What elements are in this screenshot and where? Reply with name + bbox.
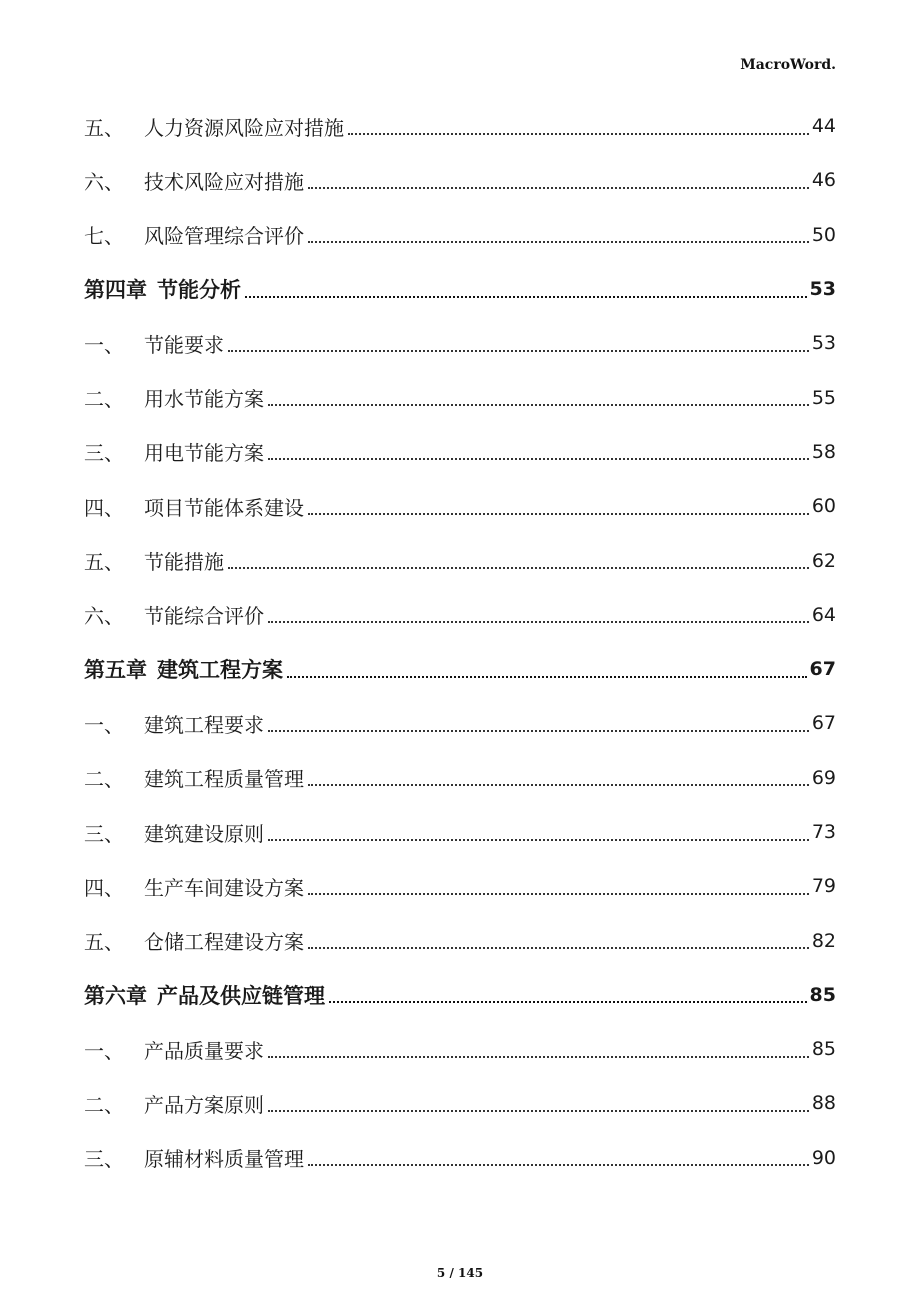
toc-number: 四、 [84, 495, 124, 520]
toc-number: 二、 [84, 767, 124, 792]
toc-row[interactable] [84, 913, 836, 967]
toc-page-number: 85 [811, 1038, 836, 1061]
dot-leader [329, 1000, 807, 1003]
toc-row[interactable] [84, 316, 836, 370]
toc-chapter-title: 节能分析 [157, 278, 241, 303]
dot-leader [348, 132, 809, 135]
toc-title: 建筑建设原则 [144, 821, 264, 846]
toc-page-number: 90 [811, 1146, 836, 1169]
dot-leader [287, 675, 807, 678]
toc-number: 六、 [84, 604, 124, 629]
toc-row[interactable] [84, 208, 836, 262]
toc-title: 产品方案原则 [144, 1092, 264, 1117]
toc-title: 原辅材料质量管理 [144, 1147, 304, 1172]
toc-title: 用水节能方案 [144, 387, 264, 412]
toc-page-number: 88 [811, 1092, 836, 1115]
dot-leader [268, 620, 809, 623]
toc-page-number: 46 [811, 169, 836, 192]
toc-number: 五、 [84, 930, 124, 955]
toc-row[interactable] [84, 696, 836, 750]
toc-chapter-row[interactable] [84, 642, 836, 696]
toc-chapter-number: 第四章 [84, 278, 147, 303]
toc-chapter-row[interactable] [84, 968, 836, 1022]
toc-page-number: 85 [809, 983, 836, 1006]
toc-number: 六、 [84, 169, 124, 194]
toc-number: 三、 [84, 821, 124, 846]
toc-title: 产品质量要求 [144, 1038, 264, 1063]
dot-leader [268, 1109, 809, 1112]
toc-number: 五、 [84, 115, 124, 140]
toc-page-number: 62 [811, 549, 836, 572]
dot-leader [268, 838, 809, 841]
table-of-contents [84, 99, 836, 1185]
dot-leader [268, 403, 809, 406]
toc-title: 节能措施 [144, 550, 224, 575]
toc-number: 三、 [84, 1147, 124, 1172]
toc-page-number: 67 [809, 658, 836, 681]
dot-leader [308, 240, 809, 243]
toc-row[interactable] [84, 425, 836, 479]
toc-title: 技术风险应对措施 [144, 169, 304, 194]
toc-title: 生产车间建设方案 [144, 875, 304, 900]
toc-page-number: 82 [811, 929, 836, 952]
toc-title: 风险管理综合评价 [144, 224, 304, 249]
toc-title: 建筑工程要求 [144, 712, 264, 737]
toc-page-number: 53 [809, 278, 836, 301]
dot-leader [228, 566, 809, 569]
toc-title: 建筑工程质量管理 [144, 767, 304, 792]
toc-number: 二、 [84, 1092, 124, 1117]
toc-row[interactable] [84, 859, 836, 913]
toc-number: 一、 [84, 332, 124, 357]
header-brand: MacroWord. [740, 57, 836, 73]
dot-leader [245, 295, 807, 298]
toc-row[interactable] [84, 533, 836, 587]
toc-page-number: 67 [811, 712, 836, 735]
toc-row[interactable] [84, 99, 836, 153]
toc-row[interactable] [84, 1022, 836, 1076]
toc-row[interactable] [84, 1076, 836, 1130]
toc-page-number: 58 [811, 440, 836, 463]
toc-row[interactable] [84, 370, 836, 424]
toc-row[interactable] [84, 1131, 836, 1185]
dot-leader [308, 512, 809, 515]
toc-page-number: 60 [811, 495, 836, 518]
toc-title: 项目节能体系建设 [144, 495, 304, 520]
toc-number: 五、 [84, 550, 124, 575]
toc-row[interactable] [84, 479, 836, 533]
toc-row[interactable] [84, 805, 836, 859]
dot-leader [268, 729, 809, 732]
toc-title: 人力资源风险应对措施 [144, 115, 344, 140]
toc-chapter-number: 第六章 [84, 983, 147, 1008]
toc-page-number: 64 [811, 603, 836, 626]
toc-title: 节能要求 [144, 332, 224, 357]
toc-number: 一、 [84, 1038, 124, 1063]
toc-page-number: 79 [811, 875, 836, 898]
toc-page-number: 50 [811, 223, 836, 246]
dot-leader [308, 1163, 809, 1166]
toc-row[interactable] [84, 751, 836, 805]
toc-title: 仓储工程建设方案 [144, 930, 304, 955]
toc-number: 七、 [84, 224, 124, 249]
toc-number: 二、 [84, 387, 124, 412]
toc-number: 三、 [84, 441, 124, 466]
dot-leader [308, 783, 809, 786]
dot-leader [228, 349, 809, 352]
toc-row[interactable] [84, 153, 836, 207]
toc-chapter-number: 第五章 [84, 658, 147, 683]
toc-page-number: 55 [811, 386, 836, 409]
dot-leader [268, 1055, 809, 1058]
toc-title: 节能综合评价 [144, 604, 264, 629]
dot-leader [308, 892, 809, 895]
toc-number: 四、 [84, 875, 124, 900]
toc-row[interactable] [84, 588, 836, 642]
dot-leader [308, 186, 809, 189]
dot-leader [268, 457, 809, 460]
toc-number: 一、 [84, 712, 124, 737]
toc-page-number: 73 [811, 821, 836, 843]
toc-chapter-row[interactable] [84, 262, 836, 316]
toc-title: 用电节能方案 [144, 441, 264, 466]
page-indicator: 5 / 145 [436, 1266, 484, 1280]
toc-page-number: 44 [811, 115, 836, 138]
toc-page-number: 69 [811, 766, 836, 789]
toc-chapter-title: 产品及供应链管理 [157, 983, 325, 1008]
dot-leader [308, 946, 809, 949]
toc-chapter-title: 建筑工程方案 [157, 658, 283, 683]
toc-page-number: 53 [811, 332, 836, 355]
